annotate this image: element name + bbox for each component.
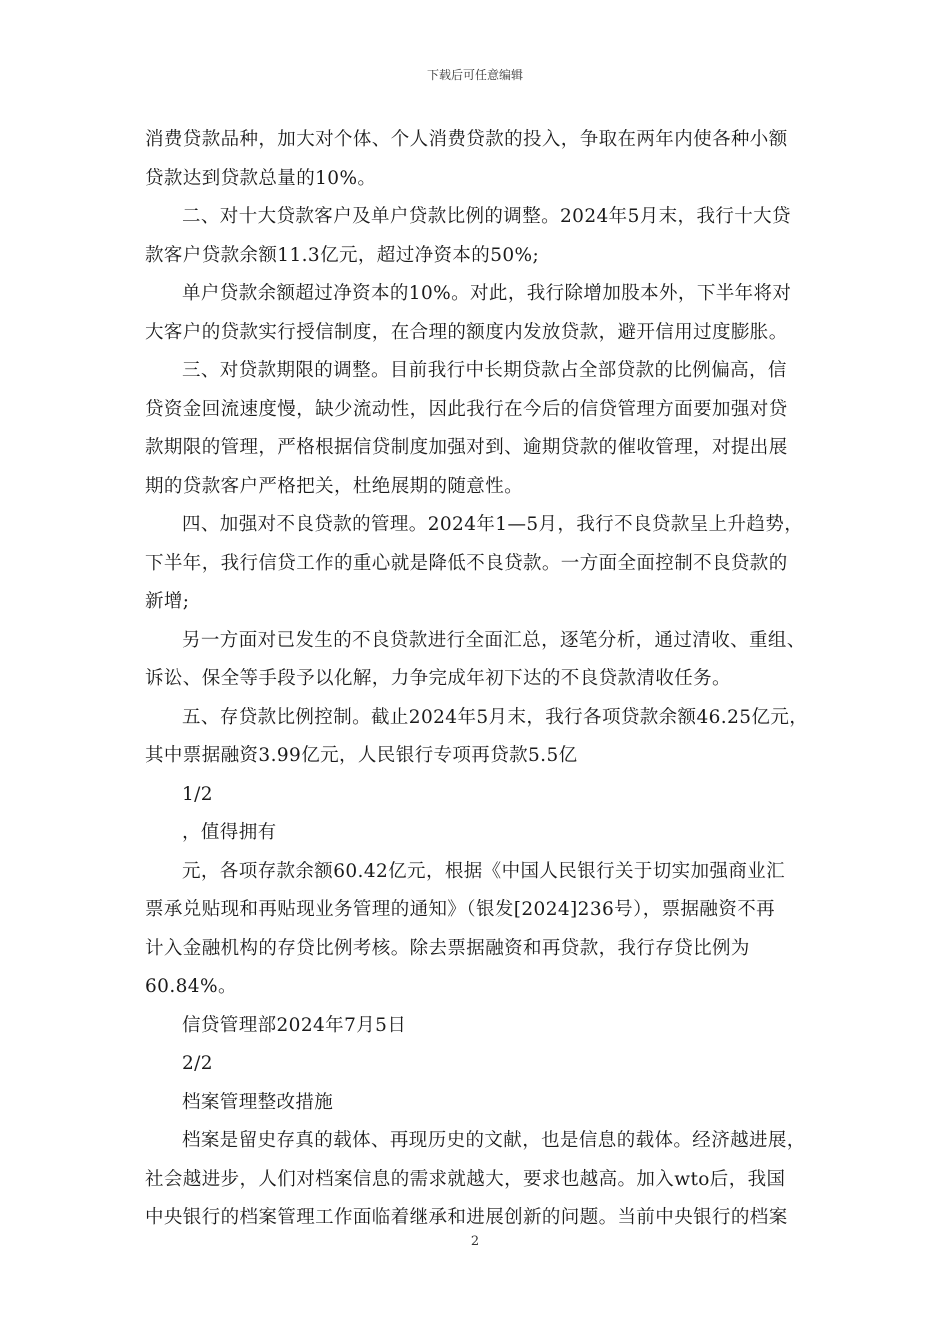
body-line: 消费贷款品种，加大对个体、个人消费贷款的投入，争取在两年内使各种小额 [145, 129, 788, 150]
body-line: 期的贷款客户严格把关，杜绝展期的随意性。 [145, 475, 524, 497]
body-line: 款期限的管理，严格根据信贷制度加强对到、逾期贷款的催收管理，对提出展 [145, 437, 788, 458]
body-line: 贷款达到贷款总量的10%。 [145, 167, 377, 189]
body-line: 票承兑贴现和再贴现业务管理的通知》（银发[2024]236号），票据融资不再 [145, 899, 776, 920]
body-line: 下半年，我行信贷工作的重心就是降低不良贷款。一方面全面控制不良贷款的 [145, 552, 788, 574]
section-4-heading-line: 四、加强对不良贷款的管理。2024年1—5月，我行不良贷款呈上升趋势， [182, 514, 804, 535]
body-line: 新增; [145, 591, 190, 612]
section-3-heading-line: 三、对贷款期限的调整。目前我行中长期贷款占全部贷款的比例偏高，信 [182, 360, 787, 381]
body-line: 大客户的贷款实行授信制度，在合理的额度内发放贷款，避开信用过度膨胀。 [145, 321, 788, 343]
body-line: 元，各项存款余额60.42亿元，根据《中国人民银行关于切实加强商业汇 [182, 860, 786, 882]
body-line: ，值得拥有 [182, 822, 277, 843]
body-line: 其中票据融资3.99亿元，人民银行专项再贷款5.5亿 [145, 745, 578, 766]
body-line: 60.84%。 [145, 976, 237, 997]
body-line: 档案是留史存真的载体、再现历史的文献，也是信息的载体。经济越进展， [182, 1130, 806, 1151]
section-5-heading-line: 五、存贷款比例控制。截止2024年5月末，我行各项贷款余额46.25亿元， [182, 706, 809, 728]
body-line: 诉讼、保全等手段予以化解，力争完成年初下达的不良贷款清收任务。 [145, 668, 731, 689]
body-line: 计入金融机构的存贷比例考核。除去票据融资和再贷款，我行存贷比例为 [145, 937, 750, 959]
body-line: 单户贷款余额超过净资本的10%。对此，我行除增加股本外，下半年将对 [182, 283, 792, 304]
body-line: 社会越进步，人们对档案信息的需求就越大，要求也越高。加入wto后，我国 [145, 1168, 786, 1190]
section-title: 档案管理整改措施 [182, 1091, 334, 1113]
document-body [145, 121, 821, 1238]
signature-line: 信贷管理部2024年7月5日 [182, 1014, 407, 1036]
body-line: 中央银行的档案管理工作面临着继承和进展创新的问题。当前中央银行的档案 [145, 1207, 788, 1228]
inline-page-marker: 1/2 [182, 783, 213, 805]
section-2-heading-line: 二、对十大贷款客户及单户贷款比例的调整。2024年5月末，我行十大贷 [182, 206, 791, 227]
page-header: 下载后可任意编辑 [426, 68, 523, 82]
body-line: 款客户贷款余额11.3亿元，超过净资本的50%; [145, 244, 540, 266]
inline-page-marker: 2/2 [182, 1053, 213, 1074]
page-number: 2 [470, 1234, 480, 1249]
body-line: 贷资金回流速度慢，缺少流动性，因此我行在今后的信贷管理方面要加强对贷 [145, 398, 788, 420]
body-line: 另一方面对已发生的不良贷款进行全面汇总，逐笔分析，通过清收、重组、 [182, 629, 806, 651]
